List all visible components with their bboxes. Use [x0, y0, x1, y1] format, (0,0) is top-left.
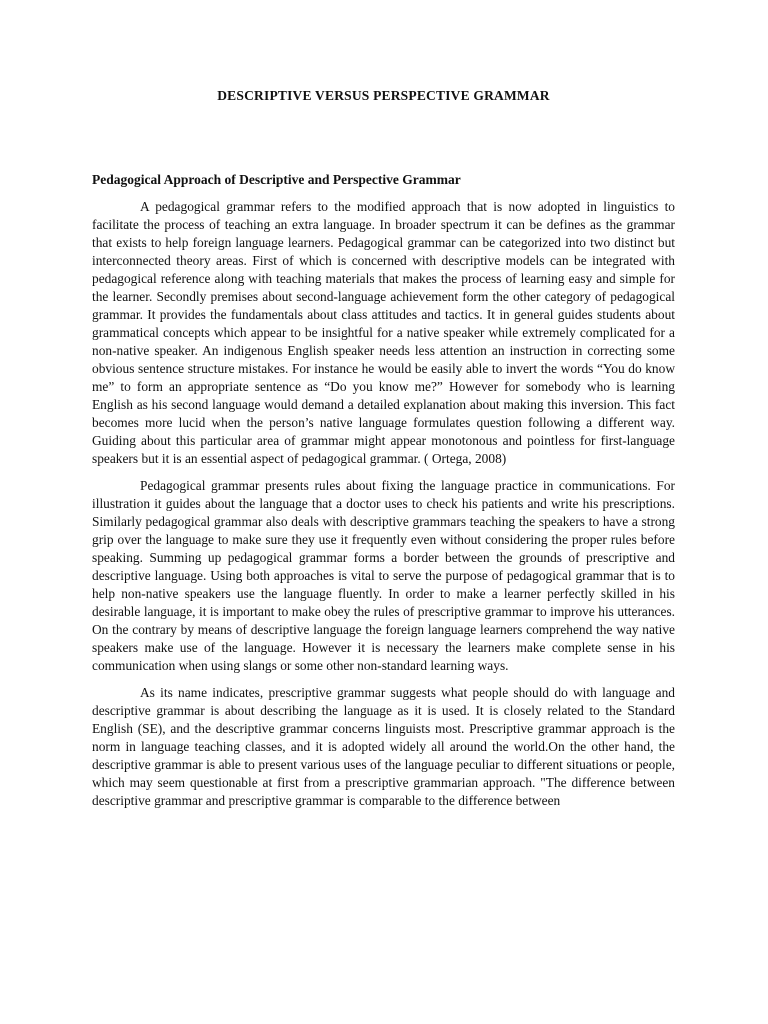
paragraph: A pedagogical grammar refers to the modified approach that is now adopted in linguistics to facilitate the process of teaching an extra language. In broader spectrum it can be defines as the grammar that exists to help foreign language learners. Pedagogical grammar can be categorized into two distinct but interconnected theory areas. First of which is concerned with descriptive models can be integrated with pedagogical reference along with teaching materials that makes the process of learning easy and simple for the learner. Secondly premises about second-language achievement form the other category of pedagogical grammar. It provides the fundamentals about class attitudes and tactics. It in general guides students about grammatical concepts which appear to be insightful for a native speaker while extremely complicated for a non-native speaker. An indigenous English speaker needs less attention an instruction in correcting some obvious sentence structure mistakes. For instance he would be easily able to invert the words “You do know me” to form an appropriate sentence as “Do you know me?” However for somebody who is learning English as his second language would demand a detailed explanation about making this inversion. This fact becomes more lucid when the person’s native language formulates question following a different way. Guiding about this particular area of grammar might appear monotonous and pointless for first-language speakers but it is an essential aspect of pedagogical grammar. ( Ortega, 2008) — [92, 199, 675, 466]
document-title: DESCRIPTIVE VERSUS PERSPECTIVE GRAMMAR — [217, 88, 550, 103]
paragraph: As its name indicates, prescriptive grammar suggests what people should do with language and descriptive grammar is about describing the language as it is used. It is closely related to the Standard English (SE), and the descriptive grammar concerns linguists most. Prescriptive grammar approach is the norm in language teaching classes, and it is adopted widely all around the world.On the other hand, the descriptive grammar is able to present various uses of the language peculiar to different situations or people, which may seem questionable at first from a prescriptive grammarian approach. "The difference between descriptive grammar and prescriptive grammar is comparable to the difference between — [92, 685, 675, 808]
document-body — [92, 198, 675, 819]
paragraph: Pedagogical grammar presents rules about fixing the language practice in communications. For illustration it guides about the language that a doctor uses to check his patients and write his prescriptions. Similarly pedagogical grammar also deals with descriptive grammars teaching the speakers to have a strong grip over the language to make sure they use it frequently even without considering the proper rules before speaking. Summing up pedagogical grammar forms a border between the grounds of prescriptive and descriptive language. Using both approaches is vital to serve the purpose of pedagogical grammar that is to help non-native speakers use the language fluently. In order to make a learner perfectly skilled in his desirable language, it is important to make obey the rules of prescriptive grammar to improve his utterances. On the contrary by means of descriptive language the foreign language learners comprehend the way native speakers make use of the language. However it is necessary the learners make complete sense in his communication when using slangs or some other non-standard learning ways. — [92, 478, 675, 673]
section-heading: Pedagogical Approach of Descriptive and Perspective Grammar — [92, 172, 461, 187]
